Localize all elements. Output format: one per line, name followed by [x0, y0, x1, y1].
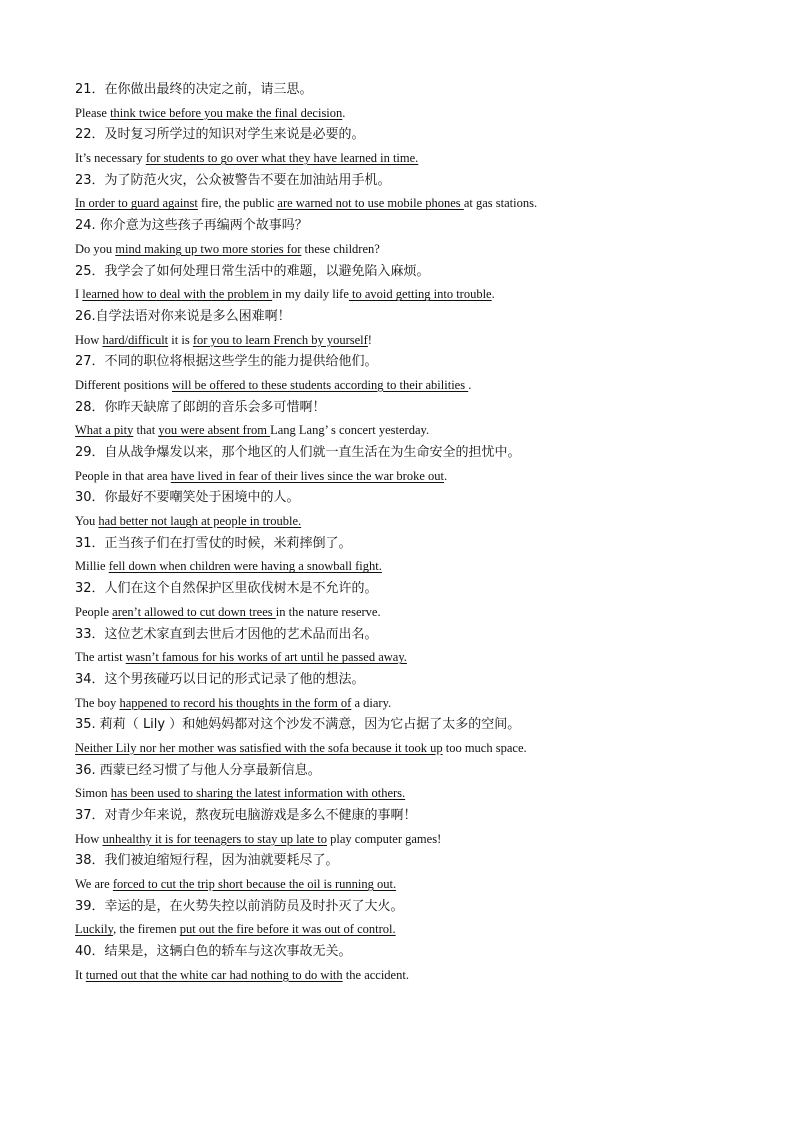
english-answer: [75, 828, 775, 851]
answer-text: Millie: [75, 559, 109, 574]
underlined-answer-text: you were absent from: [158, 423, 271, 438]
translation-exercise-list: [75, 79, 775, 987]
chinese-prompt: 28．你昨天缺席了郎朗的音乐会多可惜啊！: [75, 399, 326, 415]
english-answer: [75, 465, 775, 488]
exercise-item: [75, 487, 775, 532]
chinese-prompt: 30．你最好不要嘲笑处于困境中的人。: [75, 490, 300, 506]
chinese-prompt: 39．幸运的是，在火势失控以前消防员及时扑灭了大火。: [75, 898, 404, 914]
answer-text: play computer games!: [327, 831, 442, 846]
english-answer: [75, 646, 775, 669]
exercise-item: [75, 306, 775, 351]
english-answer: [75, 692, 775, 715]
exercise-item: [75, 669, 775, 714]
answer-text: Please: [75, 105, 111, 120]
english-answer: [75, 102, 775, 125]
underlined-answer-text: have lived in fear of their lives since the war broke out: [170, 468, 444, 483]
answer-text: the accident.: [342, 967, 409, 982]
chinese-prompt: 40．结果是，这辆白色的轿车与这次事故无关。: [75, 944, 352, 960]
chinese-prompt: 31．正当孩子们在打雪仗的时候，米莉摔倒了。: [75, 535, 352, 551]
answer-text: .: [342, 105, 346, 120]
underlined-answer-text: wasn’t famous for his works of art until he passed away.: [125, 650, 407, 665]
english-answer: [75, 737, 775, 760]
english-answer: [75, 419, 775, 442]
english-answer: [75, 238, 775, 261]
answer-text: these children?: [301, 241, 380, 256]
answer-text: fire, the public: [197, 196, 278, 211]
underlined-answer-text: will be offered to these students according to their abilities: [171, 377, 469, 392]
english-answer: [75, 283, 775, 306]
english-answer: [75, 782, 775, 805]
exercise-item: [75, 896, 775, 941]
english-answer: [75, 329, 775, 352]
answer-text: It’s necessary: [75, 151, 146, 166]
underlined-answer-text: for students to go over what they have learned in time.: [145, 151, 419, 166]
chinese-prompt: 36. 西蒙已经习惯了与他人分享最新信息。: [75, 762, 321, 778]
answer-text: .: [468, 377, 472, 392]
english-answer: [75, 964, 775, 987]
chinese-prompt: 27．不同的职位将根据这些学生的能力提供给他们。: [75, 354, 378, 370]
answer-text: .: [443, 468, 448, 483]
exercise-item: [75, 578, 775, 623]
answer-text: !: [367, 332, 372, 347]
chinese-prompt: 37．对青少年来说，熬夜玩电脑游戏是多么不健康的事啊！: [75, 808, 417, 823]
underlined-answer-text: forced to cut the trip short because the oil is running out.: [112, 877, 397, 892]
exercise-item: [75, 805, 775, 850]
english-answer: [75, 374, 775, 397]
answer-text: Lang Lang’ s concert yesterday.: [270, 423, 430, 438]
chinese-prompt: 34．这个男孩碰巧以日记的形式记录了他的想法。: [75, 671, 365, 687]
answer-text: a diary.: [351, 695, 392, 710]
underlined-answer-text: had better not laugh at people in trouble.: [98, 514, 302, 529]
exercise-item: [75, 170, 775, 215]
chinese-prompt: 21．在你做出最终的决定之前，请三思。: [75, 82, 313, 97]
underlined-answer-text: mind making up two more stories for: [115, 241, 302, 256]
chinese-prompt: 29．自从战争爆发以来，那个地区的人们就一直生活在为生命安全的担忧中。: [75, 445, 521, 460]
answer-text: that: [133, 423, 159, 438]
underlined-answer-text: Neither Lily nor her mother was satisfied with the sofa because it took up: [75, 740, 443, 755]
answer-text: Do you: [75, 241, 116, 256]
exercise-item: [75, 261, 775, 306]
underlined-answer-text: learned how to deal with the problem: [82, 287, 273, 302]
underlined-answer-text: for you to learn French by yourself: [192, 332, 368, 347]
underlined-answer-text: hard/difficult: [102, 332, 169, 347]
english-answer: [75, 873, 775, 896]
exercise-item: [75, 124, 775, 169]
chinese-prompt: 25．我学会了如何处理日常生活中的难题，以避免陷入麻烦。: [75, 263, 430, 279]
underlined-answer-text: unhealthy it is for teenagers to stay up late to: [102, 831, 328, 846]
answer-text: People: [75, 604, 113, 619]
exercise-item: [75, 760, 775, 805]
answer-text: it is: [168, 332, 193, 347]
chinese-prompt: 22．及时复习所学过的知识对学生来说是必要的。: [75, 127, 365, 143]
answer-text: in the nature reserve.: [275, 604, 381, 619]
chinese-prompt: 38．我们被迫缩短行程，因为油就要耗尽了。: [75, 853, 339, 869]
answer-text: How: [75, 831, 103, 846]
answer-text: I: [75, 287, 83, 302]
english-answer: [75, 601, 775, 624]
english-answer: [75, 192, 775, 215]
chinese-prompt: 33．这位艺术家直到去世后才因他的艺术品而出名。: [75, 626, 378, 642]
chinese-prompt: 35. 莉莉（ Lily ）和她妈妈都对这个沙发不满意，因为它占据了太多的空间。: [75, 717, 521, 733]
answer-text: The boy: [75, 695, 120, 710]
exercise-item: [75, 941, 775, 986]
answer-text: , the firemen: [113, 922, 180, 937]
exercise-item: [75, 79, 775, 124]
underlined-answer-text: Luckily: [75, 922, 114, 937]
exercise-item: [75, 442, 775, 487]
answer-text: Simon: [75, 786, 111, 801]
answer-text: Different positions: [75, 377, 172, 392]
underlined-answer-text: are warned not to use mobile phones: [277, 196, 464, 211]
underlined-answer-text: put out the fire before it was out of control.: [179, 922, 396, 937]
exercise-item: [75, 624, 775, 669]
answer-text: How: [75, 332, 103, 347]
exercise-item: [75, 397, 775, 442]
chinese-prompt: 32．人们在这个自然保护区里砍伐树木是不允许的。: [75, 581, 378, 597]
chinese-prompt: 24. 你介意为这些孩子再编两个故事吗？: [75, 218, 308, 234]
exercise-item: [75, 215, 775, 260]
chinese-prompt: 26.自学法语对你来说是多么困难啊！: [75, 308, 291, 324]
answer-text: in my daily life: [272, 287, 349, 302]
underlined-answer-text: turned out that the white car had nothing to do with: [85, 967, 343, 982]
underlined-answer-text: What a pity: [75, 423, 134, 438]
underlined-answer-text: fell down when children were having a snowball fight.: [108, 559, 382, 574]
english-answer: [75, 918, 775, 941]
underlined-answer-text: aren’t allowed to cut down trees: [112, 604, 276, 619]
answer-text: It: [75, 967, 86, 982]
chinese-prompt: 23．为了防范火灾，公众被警告不要在加油站用手机。: [75, 172, 391, 188]
exercise-item: [75, 351, 775, 396]
underlined-answer-text: In order to guard against: [75, 196, 198, 211]
answer-text: You: [75, 514, 99, 529]
exercise-item: [75, 714, 775, 759]
english-answer: [75, 555, 775, 578]
underlined-answer-text: happened to record his thoughts in the form of: [119, 695, 352, 710]
underlined-answer-text: to avoid getting into trouble: [348, 287, 492, 302]
english-answer: [75, 147, 775, 170]
answer-text: People in that area: [75, 468, 171, 483]
answer-text: at gas stations.: [463, 196, 538, 211]
exercise-item: [75, 850, 775, 895]
english-answer: [75, 510, 775, 533]
underlined-answer-text: think twice before you make the final decision: [110, 105, 343, 120]
exercise-item: [75, 533, 775, 578]
answer-text: too much space.: [442, 740, 527, 755]
underlined-answer-text: has been used to sharing the latest information with others.: [110, 786, 406, 801]
answer-text: We are: [75, 877, 113, 892]
answer-text: .: [491, 287, 495, 302]
answer-text: The artist: [75, 650, 126, 665]
